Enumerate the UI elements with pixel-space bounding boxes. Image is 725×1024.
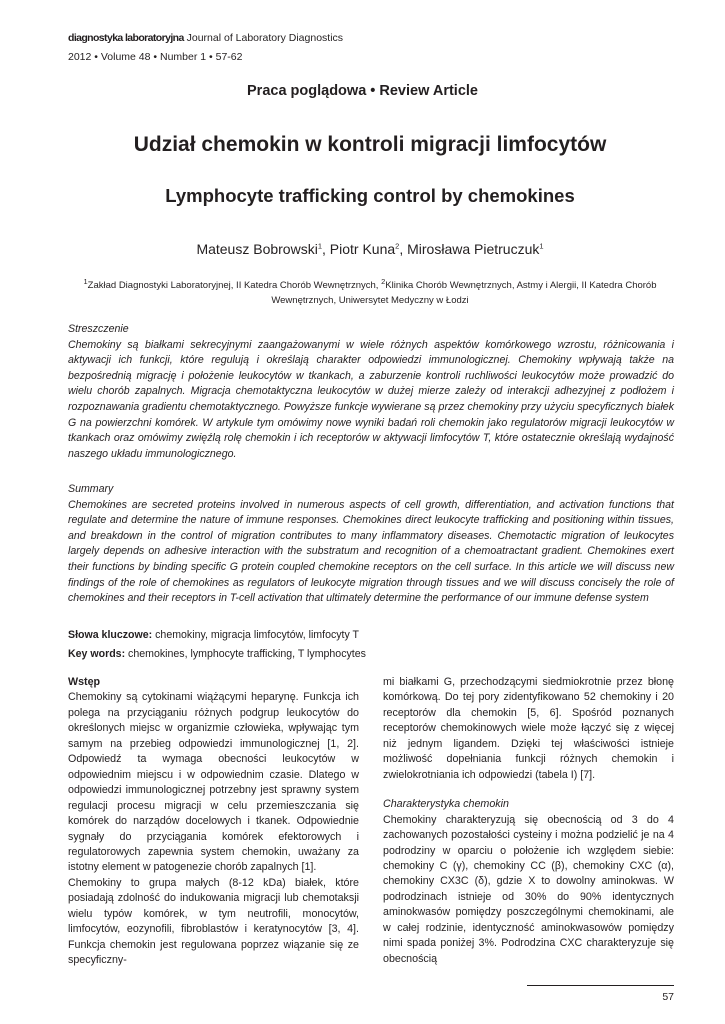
journal-name [68, 31, 343, 45]
title-english: Lymphocyte trafficking control by chemokines [165, 185, 575, 206]
article-type: Praca poglądowa • Review Article [247, 83, 478, 99]
affiliation-text: Zakład Diagnostyki Laboratoryjnej, II Katedra Chorób Wewnętrznych, [87, 280, 382, 291]
abstract-polish-heading: Streszczenie [68, 323, 129, 335]
keywords-polish-text: chemokiny, migracja limfocytów, limfocyty T [152, 629, 360, 641]
affiliation-mark: 2 [381, 276, 386, 286]
author-affiliation-mark: 2 [395, 241, 400, 251]
author-name: Piotr Kuna [329, 241, 396, 257]
section-heading-intro: Wstęp [68, 676, 101, 688]
section-heading-characteristics: Charakterystyka chemokin [383, 798, 509, 811]
keywords-polish-label: Słowa kluczowe: [68, 629, 153, 641]
abstract-english-heading: Summary [68, 483, 114, 495]
keywords-polish [68, 628, 674, 643]
abstract-english [68, 482, 674, 607]
footer-rule [527, 985, 674, 986]
keywords-english-text: chemokines, lymphocyte trafficking, T lymphocytes [125, 648, 366, 660]
body-paragraph-continued: mi białkami G, przechodzącymi siedmiokrotnie przez błonę komórkową. Do tej pory zidentyfikowano 52 chemokiny i 20 receptorów dla chemokin [5, 6]. Spośród poznanych receptorów chemokinowych wiele może łączyć się z więcej niż jednym ligandem. Dzięki tej właściwości istnieje możliwość dopełniania funkcji różnych chemokin i zwielokrotniania ich odpowiedzi (tabela I) [7]. [383, 676, 674, 781]
author-affiliation-mark: 1 [539, 241, 544, 251]
author-name: Mateusz Bobrowski [196, 241, 318, 257]
title-polish: Udział chemokin w kontroli migracji limfocytów [133, 133, 607, 156]
body-column-right [383, 675, 674, 967]
author-name: Mirosława Pietruczuk [407, 241, 540, 257]
author-list [40, 241, 700, 257]
affiliations [75, 278, 665, 308]
volume-line: 2012 • Volume 48 • Number 1 • 57-62 [68, 51, 243, 63]
affiliation-text: Klinika Chorób Wewnętrznych, Astmy i Alergii, II Katedra Chorób Wewnętrznych, Uniwersytet Medyczny w Łodzi [271, 280, 657, 306]
keywords-english-label: Key words: [68, 648, 126, 660]
journal-name-en: Journal of Laboratory Diagnostics [183, 32, 344, 44]
author-separator: , [322, 241, 330, 257]
affiliation-mark: 1 [83, 276, 88, 286]
body-paragraph: Chemokiny to grupa małych (8-12 kDa) białek, które posiadają zdolność do indukowania migracji lub chemotaksji wielu typów komórek, w tym neutrofili, monocytów, limfocytów, eozynofili, fibroblastów i keratynocytów [3, 4]. Funkcja chemokin jest regulowana poprzez wiązanie się ze specyficzny- [68, 876, 359, 967]
abstract-polish [68, 322, 674, 462]
page-number: 57 [662, 991, 674, 1003]
abstract-polish-text: Chemokiny są białkami sekrecyjnymi zaangażowanymi w wiele różnych aspektów komórkowego wzrostu, różnicowania i aktywacji ich funkcji, które regulują i określają charakter odpowiedzi immunologicznej. Chemokiny wpływają także na bezpośrednią migrację i położenie leukocytów w tkankach, a zaburzenie kontroli ruchliwości leukocytów może prowadzić do wielu chorób zapalnych. Migracja chemotaktyczna leukocytów w dużej mierze zależy od interakcji adhezyjnej z podłożem i rozpoznawania gradientu chemotaktycznego. Powyższe funkcje wywierane są przez chemokiny przy użyciu specyficznych białek G na powierzchni komórek. W artykule tym omówimy nowe wyniki badań roli chemokin jako regulatorów migracji leukocytów w tkankach oraz omówimy zwięźlą rolę chemokin i ich receptorów w aktywacji limfocytów T, które ostatecznie określają wydajność naszego układu immunologicznego. [68, 338, 674, 460]
abstract-english-text: Chemokines are secreted proteins involved in numerous aspects of cell growth, differentiation, and activation functions that regulate and determine the nature of immune responses. Chemokines direct leukocyte trafficking and positioning within tissues, and breakdown in the control of migration contributes to many inflammatory diseases. Chemotactic migration of leukocytes largely depends on adhesive interaction with the substratum and recognition of a chemoatractant gradient. Chemokines exert their functions by binding specific G protein coupled chemokine receptors on the cell surface. In this article we will discuss new findings of the role of chemokines as regulators of leukocyte migration through tissues and we will discuss concisely the role of chemokines and their receptors in T-cell activation that ultimately determine the performance of our immune defense system [68, 498, 674, 605]
body-paragraph: Chemokiny charakteryzują się obecnością od 3 do 4 zachowanych pozostałości cysteiny i można podzielić je na 4 podrodziny w oparciu o położenie ich względem siebie: chemokiny C (γ), chemokiny CC (β), chemokiny CXC (α), chemokiny CX3C (δ), gdzie X to dowolny aminokwas. W podrodzinach istnieje od 30% do 90% identycznych aminokwasów pomiędzy poszczególnymi chemokinami, ale w całej rodzinie, identyczność aminokwasowów pomiędzy nimi spada poniżej 3%. Podrodzina CXC charakteryzuje się obecnością [383, 813, 674, 965]
body-column-left [68, 675, 359, 969]
body-paragraph: Chemokiny są cytokinami wiążącymi heparynę. Funkcja ich polega na przyciąganiu różnych podgrup leukocytów do określonych miejsc w organizmie człowieka, wpływając tym samym na przebieg odpowiedzi immunologicznej [1, 2]. Odpowiedź ta wymaga obecności leukocytów w odpowiednim miejscu i w odpowiednim czasie. Dlatego w odpowiedzi immunologicznej potrzebny jest sprawny system regulacji procesu migracji w celu przemieszczania się komórek do narządów docelowych i tkanek. Odpowiednie sygnały do przyciągania komórek efektorowych i regulatorowych zapewnia system chemokin, uważany za istotny element w patogenezie chorób zapalnych [1]. [68, 691, 359, 874]
author-separator: , [399, 241, 408, 257]
author-affiliation-mark: 1 [317, 241, 322, 251]
keywords-english [68, 647, 674, 662]
journal-name-pl: diagnostyka laboratoryjna [68, 32, 184, 44]
